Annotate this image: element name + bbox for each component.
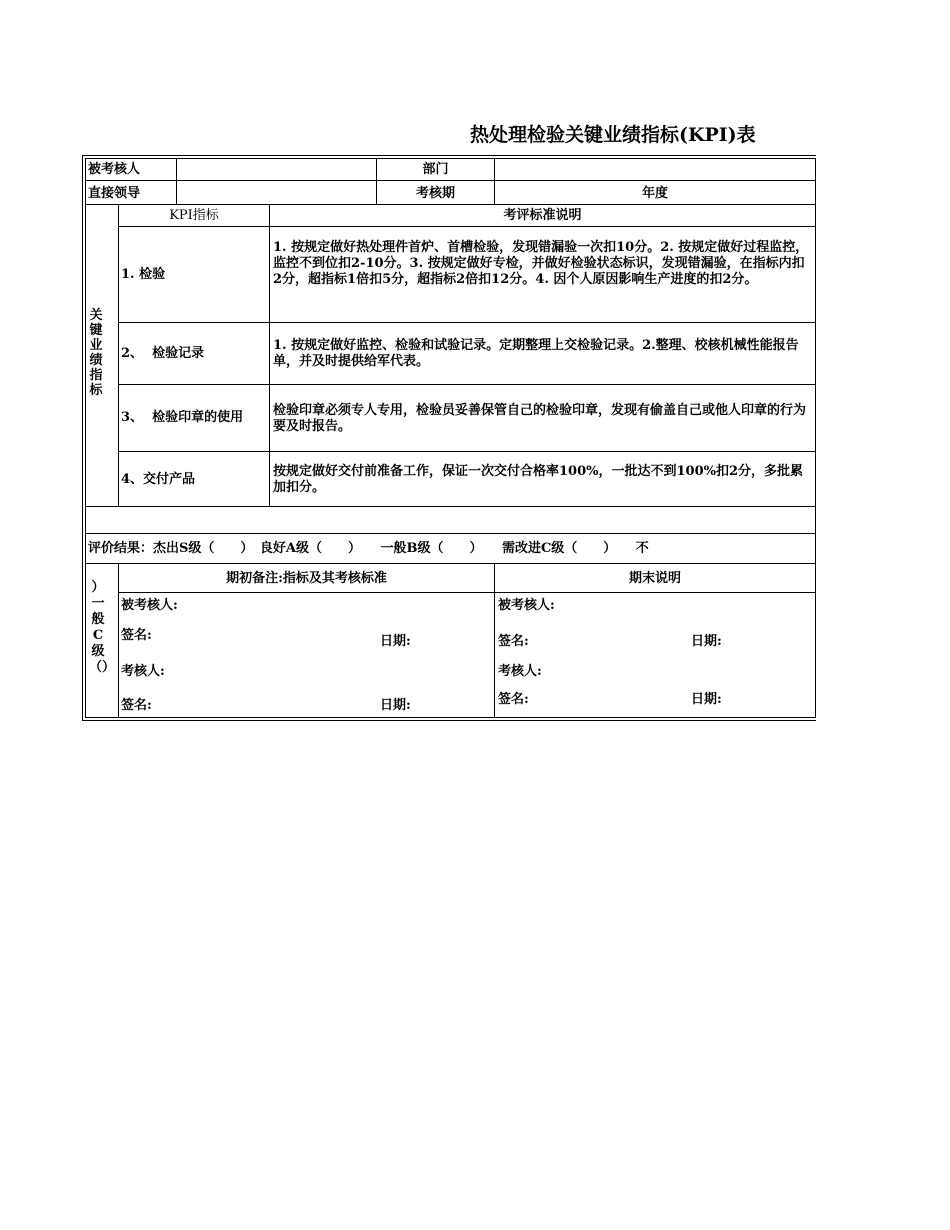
department-value[interactable] bbox=[496, 159, 814, 179]
assessee-value[interactable] bbox=[178, 159, 374, 179]
kpi-row-2-desc: 1. 按规定做好监控、检验和试验记录。定期整理上交检验记录。2.整理、校核机械性能报告单，并及时提供给军代表。 bbox=[273, 338, 799, 369]
initial-assessor-sign-label: 签名: bbox=[121, 698, 152, 713]
kpi-row-3-name: 3、 检验印章的使用 bbox=[121, 410, 244, 425]
kpi-row-1-desc: 1. 按规定做好热处理件首炉、首槽检验，发现错漏验一次扣10分。2. 按规定做好过程监控，监控不到位扣2-10分。3. 按规定做好专检，并做好检验状态标识，发现错漏验，在指标内扣2分，超指标1倍扣5分，超指标2倍扣12分。4. 因个人原因影响生产进度的扣2分。 bbox=[273, 240, 809, 287]
initial-assessor-date-label: 日期: bbox=[380, 698, 411, 713]
kpi-side-label: 关键业绩指标 bbox=[89, 308, 103, 398]
leader-value[interactable] bbox=[178, 182, 374, 202]
evaluation-result: 评价结果：杰出S级（ ） 良好A级（ ） 一般B级（ ） 需改进C级（ ） 不 bbox=[88, 541, 649, 556]
assessee-label: 被考核人 bbox=[88, 162, 141, 177]
leader-label: 直接领导 bbox=[88, 186, 141, 201]
final-assessor-label: 考核人: bbox=[498, 664, 542, 679]
final-notes-title: 期末说明 bbox=[628, 571, 681, 586]
period-label: 考核期 bbox=[415, 186, 455, 201]
kpi-standard-header: 考评标准说明 bbox=[503, 208, 582, 223]
kpi-row-2-name: 2、 检验记录 bbox=[121, 346, 205, 361]
year-label: 年度 bbox=[641, 186, 668, 201]
initial-notes-title: 期初备注:指标及其考核标准 bbox=[226, 571, 387, 586]
final-assessee-label: 被考核人: bbox=[498, 598, 555, 613]
bottom-side-label: ）一般C级（） bbox=[89, 580, 116, 675]
kpi-row-1-name: 1. 检验 bbox=[121, 267, 166, 282]
kpi-row-3-desc: 检验印章必须专人专用，检验员妥善保管自己的检验印章，发现有偷盖自己或他人印章的行为要及时报告。 bbox=[273, 403, 807, 434]
final-assessor-date-label: 日期: bbox=[691, 692, 722, 707]
department-label: 部门 bbox=[422, 162, 449, 177]
kpi-row-4-name: 4、交付产品 bbox=[121, 472, 196, 487]
kpi-row-4-desc: 按规定做好交付前准备工作，保证一次交付合格率100%，一批达不到100%扣2分，多批累加扣分。 bbox=[273, 464, 804, 495]
initial-assessor-label: 考核人: bbox=[121, 664, 165, 679]
page-title: 热处理检验关键业绩指标(KPI)表 bbox=[470, 124, 756, 146]
initial-assessee-label: 被考核人: bbox=[121, 598, 178, 613]
kpi-sheet bbox=[82, 155, 816, 721]
kpi-indicator-header: KPI指标 bbox=[169, 208, 219, 223]
final-assessee-sign-label: 签名: bbox=[498, 634, 529, 649]
final-assessee-date-label: 日期: bbox=[691, 634, 722, 649]
final-assessor-sign-label: 签名: bbox=[498, 692, 529, 707]
initial-assessee-sign-label: 签名: bbox=[121, 628, 152, 643]
initial-assessee-date-label: 日期: bbox=[380, 634, 411, 649]
